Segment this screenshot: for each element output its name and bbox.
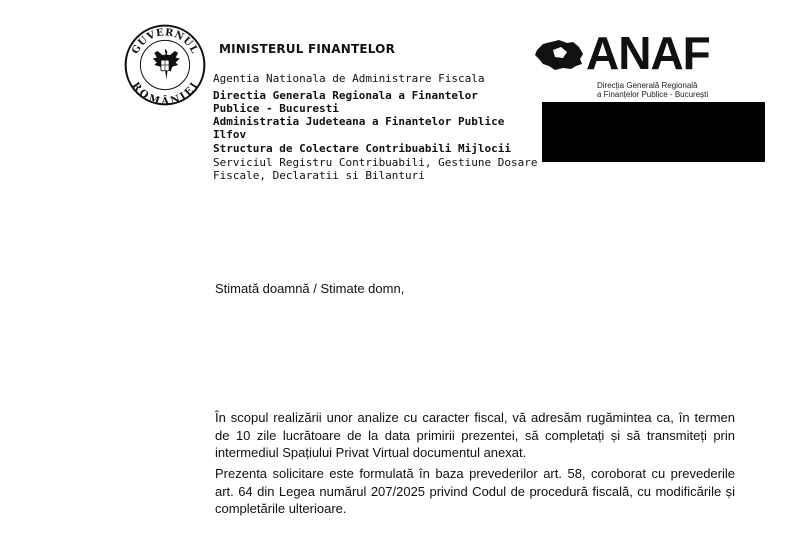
anaf-subtitle-line1: Direcția Generală Regională [597, 81, 698, 90]
anaf-subtitle [597, 81, 727, 99]
collection-structure: Structura de Colectare Contribuabili Mijlocii [213, 142, 512, 155]
letter-paragraph-1: În scopul realizării unor analize cu caracter fiscal, vă adresăm rugămintea ca, în termen de 10 zile lucrătoare de la data primirii prezentei, să completați și să transmiteți prin intermediul Spațiului Privat Virtual documentul anexat. [215, 410, 735, 460]
seal-bottom-text: ROMÂNIEI [129, 80, 201, 106]
county-administration-line1: Administratia Judeteana a Finantelor Publice [213, 115, 505, 128]
anaf-logo-text: ANAF [586, 27, 710, 79]
service-line2: Fiscale, Declaratii si Bilanturi [213, 169, 425, 182]
agency-name: Agentia Nationala de Administrare Fiscala [213, 72, 485, 85]
seal-top-text: GUVERNUL [130, 27, 200, 56]
ministry-name: MINISTERUL FINANTELOR [219, 42, 396, 56]
service-line1: Serviciul Registru Contribuabili, Gestiune Dosare [213, 156, 538, 169]
romanian-government-seal [124, 24, 206, 106]
greeting: Stimată doamnă / Stimate domn, [215, 281, 405, 296]
regional-directorate-line1: Directia Generala Regionala a Finantelor [213, 89, 478, 102]
regional-directorate-line2: Publice - Bucuresti [213, 102, 339, 115]
county-administration-line2: Ilfov [213, 128, 247, 141]
romania-map-icon [533, 38, 585, 72]
anaf-subtitle-line2: a Finanțelor Publice - București [597, 90, 709, 99]
redacted-block [542, 102, 765, 162]
letter-paragraph-2: Prezenta solicitare este formulată în baza prevederilor art. 58, coroborat cu prevederile art. 64 din Legea numărul 207/2025 privind Codul de procedură fiscală, cu modificările și completările ulterioare. [215, 466, 735, 516]
